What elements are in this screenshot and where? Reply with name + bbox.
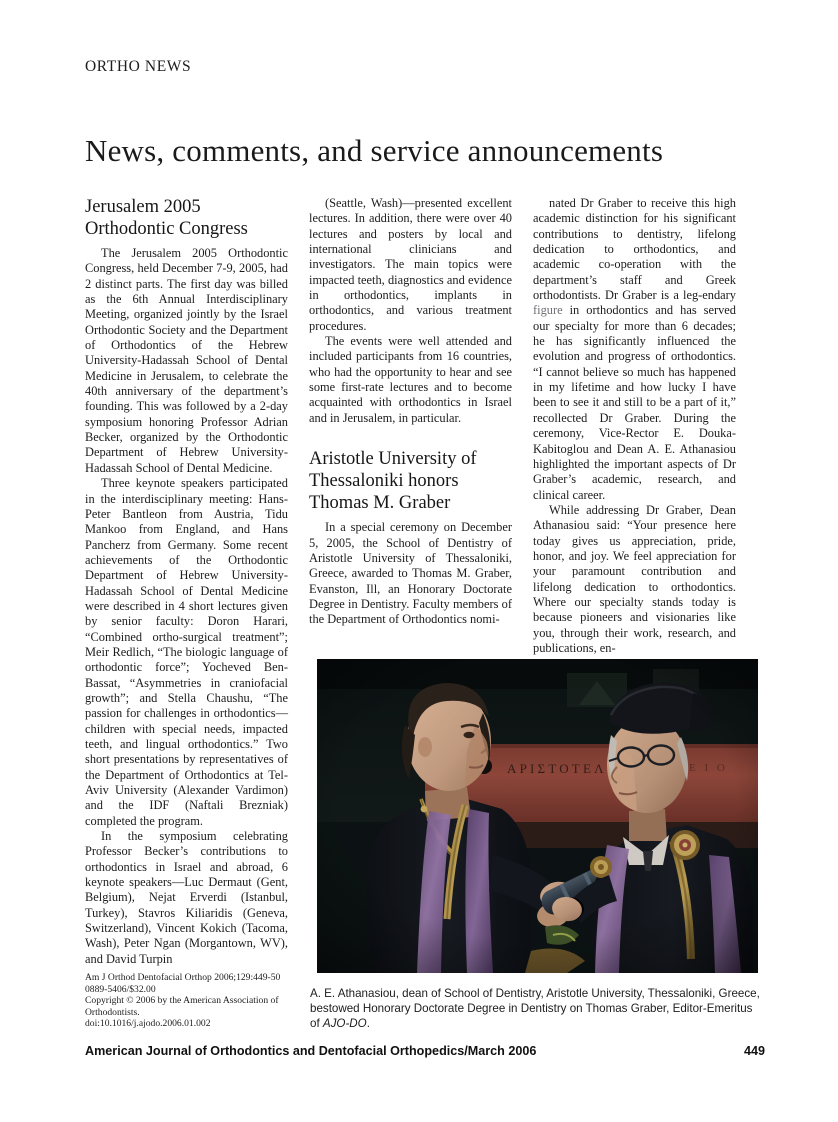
footnote-copyright: Copyright © 2006 by the American Association of Orthodontists.	[85, 995, 279, 1018]
column-one	[85, 196, 288, 967]
paragraph: Three keynote speakers participated in the interdisciplinary meeting: Hans-Peter Bantleon from Austria, Tidu Mankoo from England, and Hans Pancherz from Germany. Some recent achievements of the Orthodontic Department of Hebrew University-Hadassah School of Dental Medicine were described in 4 short lectures given by senior faculty: Doron Harari, “Combined ortho-surgical treatment”; Meir Redlich, “The biologic language of orthodontic force”; Yocheved Ben-Bassat, “Asymmetries in craniofacial growth”; and Stella Chaushu, “The passion for challenges in orthodontics—children with special needs, impacted teeth, and lingual orthodontics.” Two short presentations by representatives of the Department of Orthodontics at Tel-Aviv University (Alexander Vardimon) and the IDF (Naftali Brezniak) completed the program.	[85, 476, 288, 828]
photo-caption	[310, 986, 762, 1032]
paragraph-text-part-one: nated Dr Graber to receive this high academic distinction for his significant contributions to dentistry, lifelong dedication to orthodontics, and academic co-operation with the department’s staff and Greek orthodontists. Dr Graber is a leg-endary	[533, 196, 736, 303]
caption-journal-abbrev: AJO-DO	[322, 1017, 367, 1031]
section-heading-aristotle-university: Aristotle University of Thessaloniki honors Thomas M. Graber	[309, 449, 477, 514]
footnote-doi: doi:10.1016/j.ajodo.2006.01.002	[85, 1018, 211, 1030]
caption-text-part-one: A. E. Athanasiou, dean of School of Dentistry, Aristotle University, Thessaloniki, Greece, bestowed Honorary Doctorate Degree in Dentistry on Thomas Graber, Editor-Emeritus of	[310, 987, 760, 1031]
footnote-citation: Am J Orthod Dentofacial Orthop 2006;129:449-50	[85, 972, 281, 983]
paragraph	[533, 196, 736, 503]
page-footer	[85, 1044, 765, 1058]
footer-journal-line: American Journal of Orthodontics and Dentofacial Orthopedics/March 2006	[85, 1044, 537, 1058]
footnote-block	[85, 972, 295, 1030]
paragraph: The events were well attended and included participants from 16 countries, who had the opportunity to hear and see some first-rate lectures and to become acquainted with orthodontics in Israel and in Jerusalem, in particular.	[309, 334, 512, 425]
column-three	[533, 196, 736, 656]
ceremony-photograph	[317, 659, 758, 973]
running-head: ORTHO NEWS	[85, 58, 192, 75]
paragraph-text-faded-word: figure	[533, 303, 563, 318]
column-two	[309, 196, 512, 628]
footnote-issn: 0889-5406/$32.00	[85, 983, 156, 995]
paragraph: In a special ceremony on December 5, 2005, the School of Dentistry of Aristotle University of Thessaloniki, Greece, awarded to Thomas M. Graber, Evanston, Ill, an Honorary Doctorate Degree in Dentistry. Faculty members of the Department of Orthodontics nomi-	[309, 520, 512, 627]
caption-text-part-two: .	[366, 1017, 370, 1031]
section-heading-jerusalem-congress: Jerusalem 2005 Orthodontic Congress	[85, 197, 248, 239]
footer-page-number: 449	[743, 1044, 765, 1058]
paragraph: In the symposium celebrating Professor Becker’s contributions to orthodontics in Israel and abroad, 6 keynote speakers—Luc Dermaut (Gent, Belgium), Nejat Erverdi (Istanbul, Turkey), Stavros Kiliaridis (Geneva, Switzerland), Vincent Kokich (Tacoma, Wash), Peter Ngan (Morgantown, WV), and David Turpin	[85, 829, 288, 966]
paragraph-text-part-two: in orthodontics and has served our specialty for more than 6 decades; he has significantly influenced the evolution and progress of orthodontics. “I cannot believe so much has happened in my lifetime and how lucky I have been to see it and still to be a part of it,” recollected Dr Graber. During the ceremony, Vice-Rector E. Douka-Kabitoglou and Dean A. E. Athanasiou highlighted the important aspects of Dr Graber’s academic, research, and clinical career.	[533, 303, 736, 502]
photograph-graphic	[317, 659, 758, 973]
page-title: News, comments, and service announcements	[85, 132, 664, 168]
paragraph: (Seattle, Wash)—presented excellent lectures. In addition, there were over 40 lectures and posters by local and international clinicians and investigators. The main topics were impacted teeth, diagnostics and evidence in orthodontics, implants in orthodontics, and various treatment procedures.	[309, 196, 512, 333]
paragraph: While addressing Dr Graber, Dean Athanasiou said: “Your presence here today gives us appreciation, pride, honor, and joy. We feel appreciation for your paramount contribution and lifelong dedication to orthodontics. Where our specialty stands today is because pioneers and visionaries like you, through their work, research, and publications, en-	[533, 502, 736, 655]
paragraph: The Jerusalem 2005 Orthodontic Congress, held December 7-9, 2005, had 2 distinct parts. The first day was billed as the 6th Annual Interdisciplinary Meeting, organized jointly by the Israel Orthodontic Society and the Department of Orthodontics of the Hebrew University-Hadassah School of Dental Medicine in Jerusalem, to celebrate the 40th anniversary of the department’s founding. This was followed by a 2-day symposium honoring Professor Adrian Becker, organized by the Orthodontic Department of Hebrew University-Hadassah School of Dental Medicine.	[85, 246, 288, 475]
